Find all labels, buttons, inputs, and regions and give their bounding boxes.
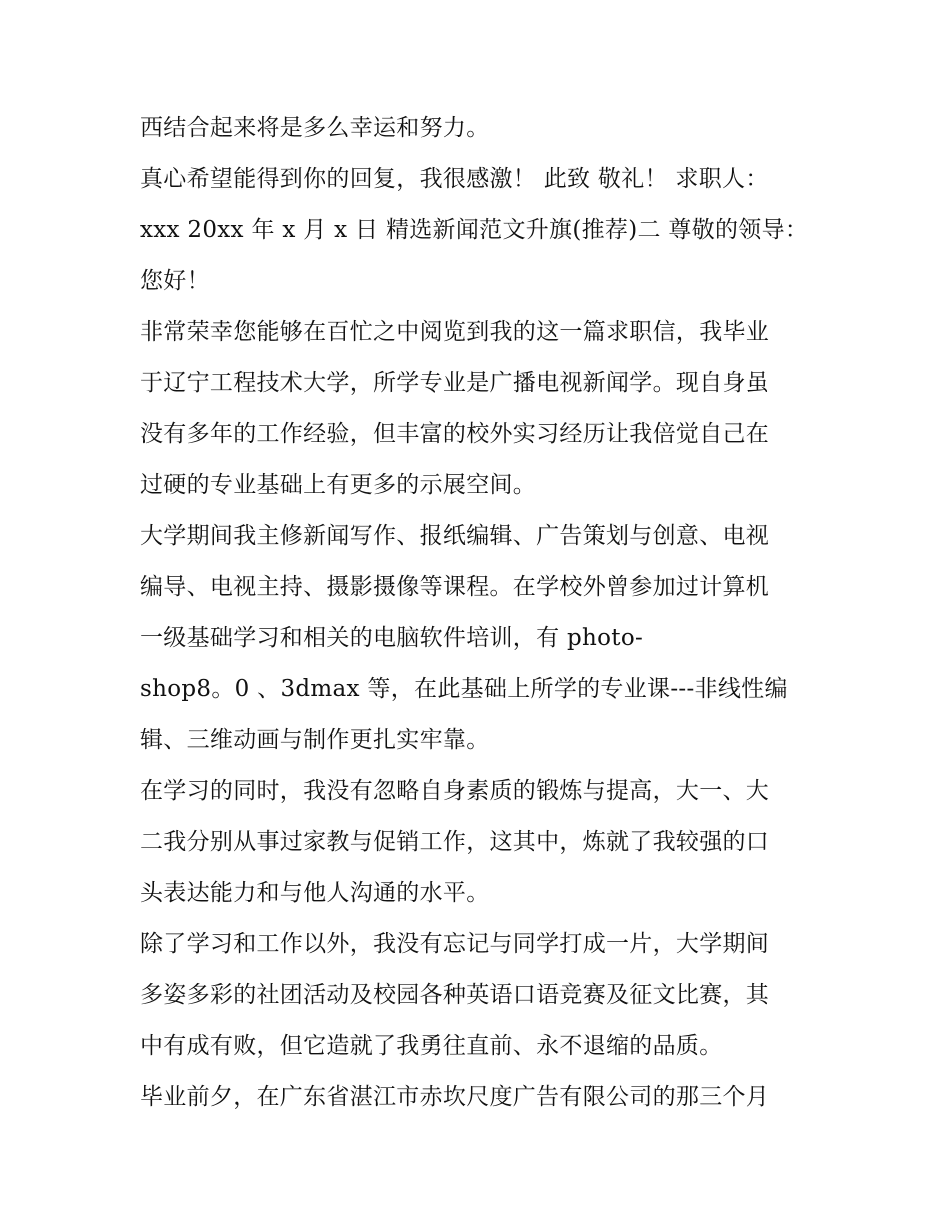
text-line: 头表达能力和与他人沟通的水平。 — [140, 880, 490, 906]
text-line: xxx 20xx 年 x 月 x 日 精选新闻范文升旗(推荐)二 尊敬的领导： — [140, 217, 809, 243]
text-line: 于辽宁工程技术大学，所学专业是广播电视新闻学。现自身虽 — [140, 370, 770, 396]
text-line: 非常荣幸您能够在百忙之中阅览到我的这一篇求职信，我毕业 — [140, 319, 770, 345]
text-line: 过硬的专业基础上有更多的示展空间。 — [140, 472, 537, 498]
text-line: 中有成有败，但它造就了我勇往直前、永不退缩的品质。 — [140, 1033, 723, 1059]
text-line: 没有多年的工作经验，但丰富的校外实习经历让我倍觉自己在 — [140, 421, 770, 447]
text-line: shop8。0 、3dmax 等，在此基础上所学的专业课---非线性编 — [140, 676, 788, 702]
text-line: 西结合起来将是多么幸运和努力。 — [140, 115, 490, 141]
text-line: 您好！ — [140, 268, 210, 294]
document-body — [140, 103, 820, 1123]
text-line: 真心希望能得到你的回复，我很感激！ 此致 敬礼！ 求职人： — [140, 166, 769, 192]
text-line: 辑、三维动画与制作更扎实牢靠。 — [140, 727, 490, 753]
text-line: 编导、电视主持、摄影摄像等课程。在学校外曾参加过计算机 — [140, 574, 770, 600]
text-line: 大学期间我主修新闻写作、报纸编辑、广告策划与创意、电视 — [140, 523, 770, 549]
text-line: 毕业前夕，在广东省湛江市赤坎尺度广告有限公司的那三个月 — [140, 1084, 770, 1110]
text-line: 多姿多彩的社团活动及校园各种英语口语竞赛及征文比赛，其 — [140, 982, 770, 1008]
text-line: 在学习的同时，我没有忽略自身素质的锻炼与提高，大一、大 — [140, 778, 770, 804]
text-line: 二我分别从事过家教与促销工作，这其中，炼就了我较强的口 — [140, 829, 770, 855]
text-line: 一级基础学习和相关的电脑软件培训，有 photo- — [140, 625, 644, 651]
text-line: 除了学习和工作以外，我没有忘记与同学打成一片，大学期间 — [140, 931, 770, 957]
